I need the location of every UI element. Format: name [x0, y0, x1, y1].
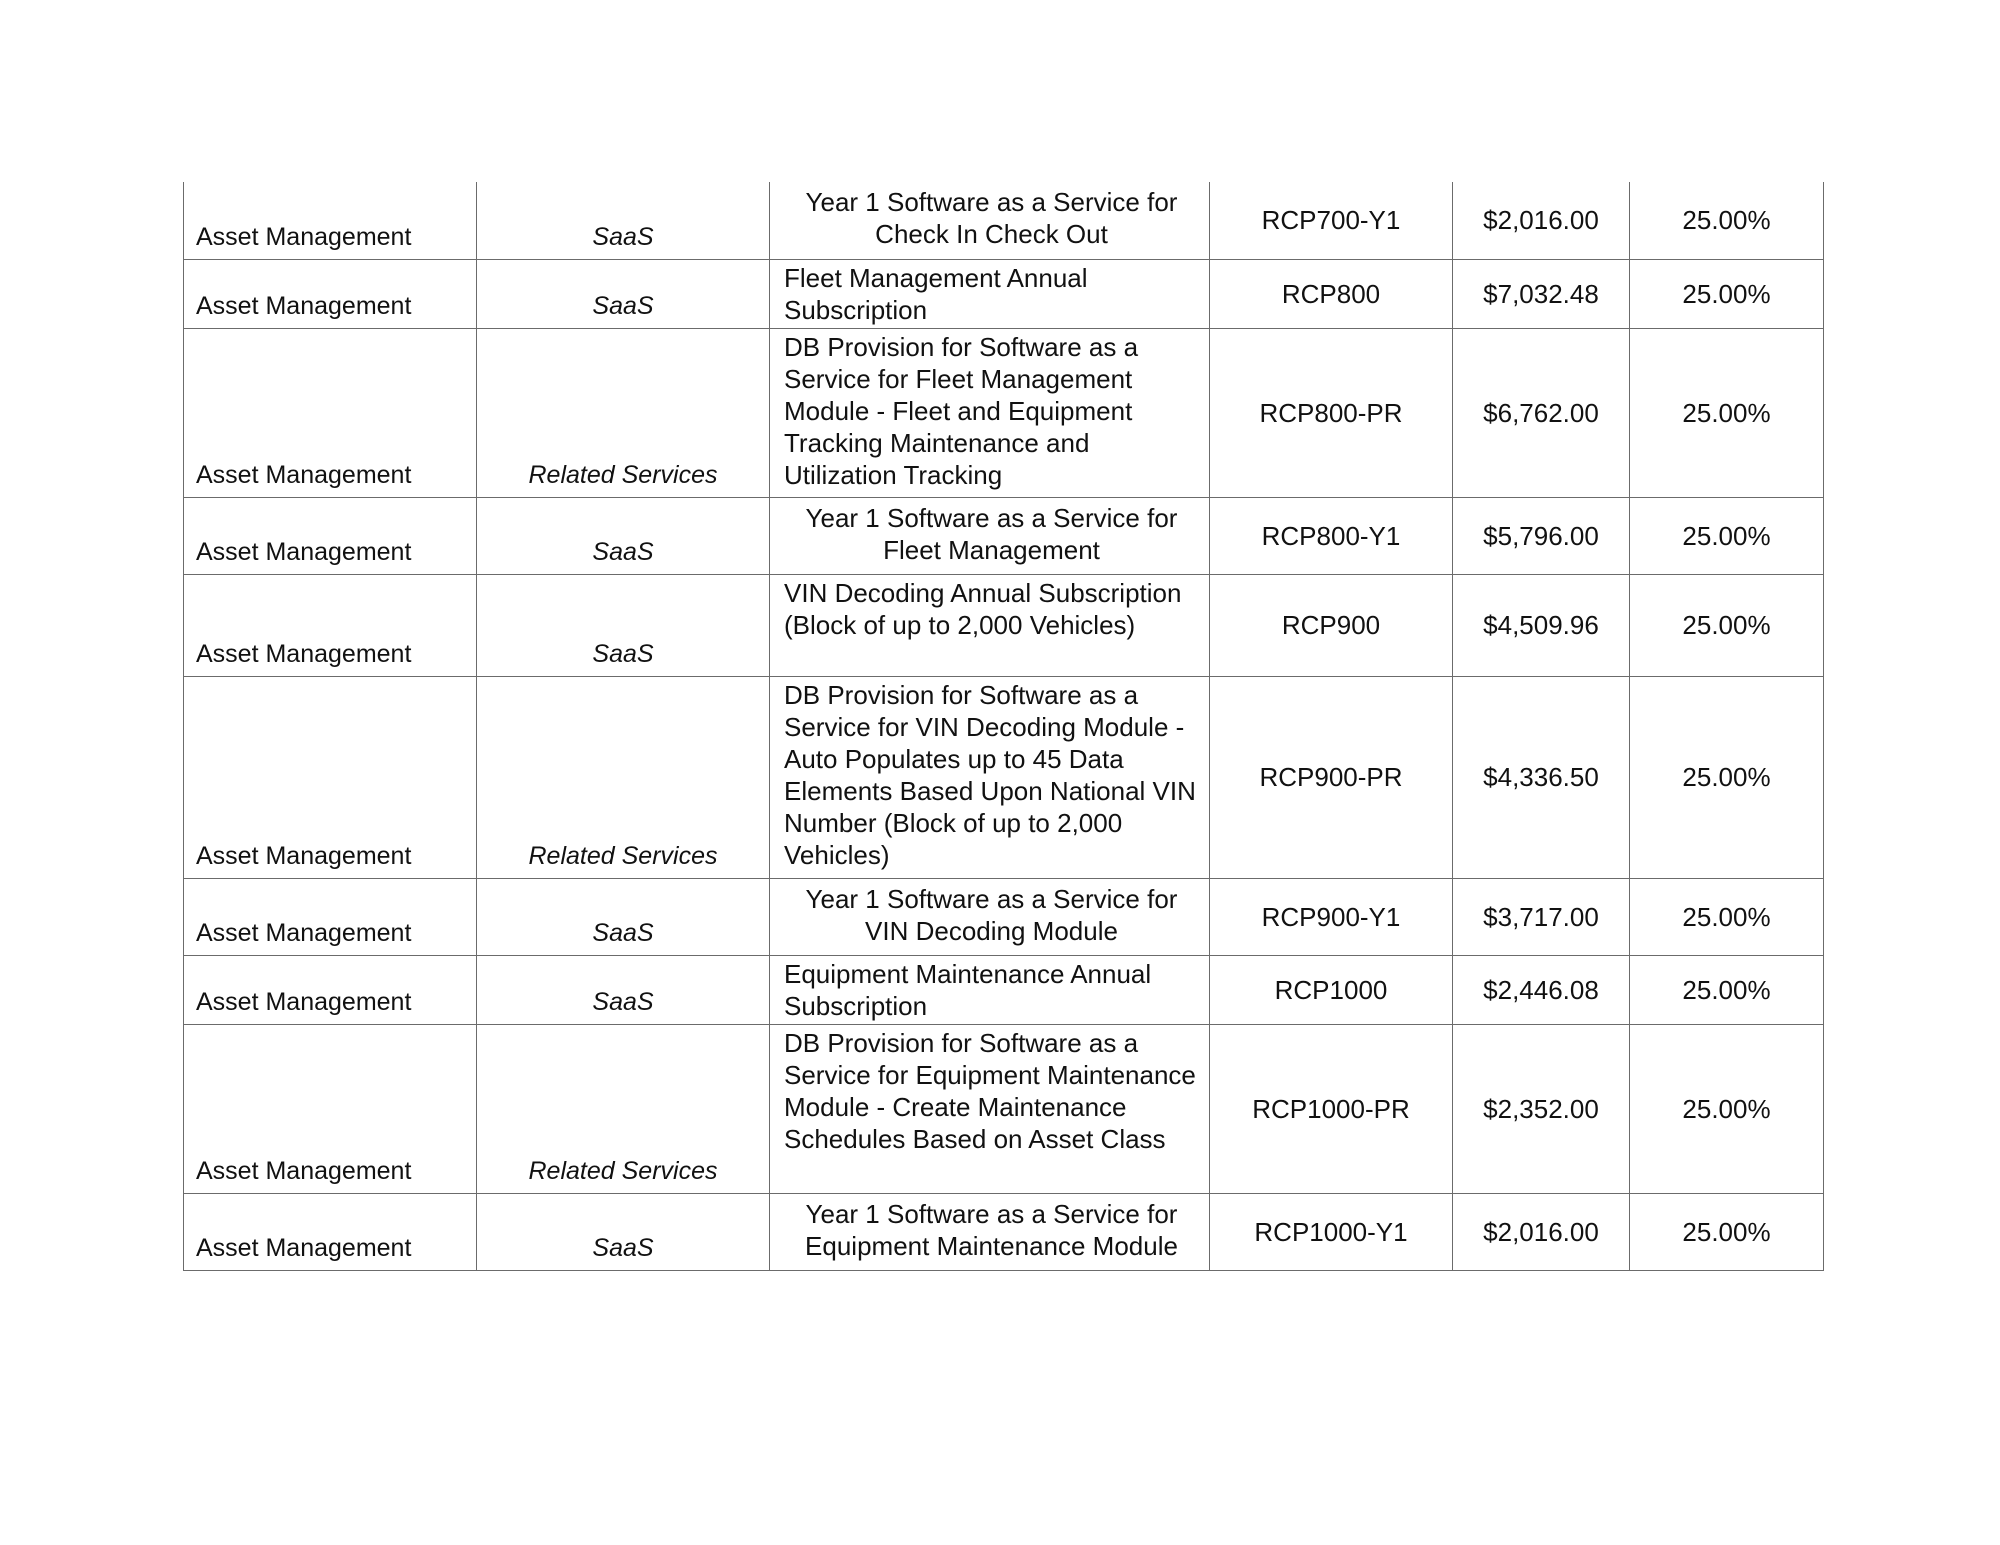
- table-row: [184, 497, 1824, 574]
- discount-percent-cell: 25.00%: [1630, 676, 1824, 878]
- part-number-cell: RCP900-PR: [1210, 676, 1453, 878]
- part-number-cell: RCP900: [1210, 574, 1453, 676]
- part-number-cell: RCP1000-Y1: [1210, 1193, 1453, 1270]
- price-cell: $2,352.00: [1453, 1024, 1630, 1193]
- discount-percent-cell: 25.00%: [1630, 497, 1824, 574]
- part-number-cell: RCP800-Y1: [1210, 497, 1453, 574]
- discount-percent-cell: 25.00%: [1630, 955, 1824, 1024]
- part-number-cell: RCP800: [1210, 259, 1453, 328]
- category-cell: Asset Management: [184, 497, 477, 574]
- discount-percent-cell: 25.00%: [1630, 1193, 1824, 1270]
- category-cell: Asset Management: [184, 182, 477, 259]
- discount-percent-cell: 25.00%: [1630, 182, 1824, 259]
- description-cell: Equipment Maintenance Annual Subscription: [770, 955, 1210, 1024]
- table-row: [184, 1024, 1824, 1193]
- table-row: [184, 1193, 1824, 1270]
- type-cell: SaaS: [477, 259, 770, 328]
- category-cell: Asset Management: [184, 259, 477, 328]
- price-cell: $2,016.00: [1453, 182, 1630, 259]
- part-number-cell: RCP1000-PR: [1210, 1024, 1453, 1193]
- price-cell: $4,509.96: [1453, 574, 1630, 676]
- table-row: [184, 182, 1824, 259]
- table-row: [184, 878, 1824, 955]
- table-row: [184, 574, 1824, 676]
- category-cell: Asset Management: [184, 955, 477, 1024]
- description-cell: DB Provision for Software as a Service for Equipment Maintenance Module - Create Maintenance Schedules Based on Asset Class: [770, 1024, 1210, 1193]
- category-cell: Asset Management: [184, 574, 477, 676]
- discount-percent-cell: 25.00%: [1630, 328, 1824, 497]
- description-cell: DB Provision for Software as a Service for VIN Decoding Module - Auto Populates up to 45 Data Elements Based Upon National VIN Number (Block of up to 2,000 Vehicles): [770, 676, 1210, 878]
- price-list-table: [183, 182, 1824, 1271]
- type-cell: SaaS: [477, 497, 770, 574]
- price-cell: $7,032.48: [1453, 259, 1630, 328]
- discount-percent-cell: 25.00%: [1630, 574, 1824, 676]
- price-cell: $4,336.50: [1453, 676, 1630, 878]
- price-cell: $2,446.08: [1453, 955, 1630, 1024]
- description-cell: VIN Decoding Annual Subscription (Block of up to 2,000 Vehicles): [770, 574, 1210, 676]
- table-row: [184, 676, 1824, 878]
- category-cell: Asset Management: [184, 676, 477, 878]
- type-cell: SaaS: [477, 955, 770, 1024]
- description-cell: Year 1 Software as a Service for Check In Check Out: [770, 182, 1210, 259]
- table-row: [184, 328, 1824, 497]
- table-row: [184, 259, 1824, 328]
- part-number-cell: RCP700-Y1: [1210, 182, 1453, 259]
- category-cell: Asset Management: [184, 878, 477, 955]
- price-cell: $2,016.00: [1453, 1193, 1630, 1270]
- part-number-cell: RCP800-PR: [1210, 328, 1453, 497]
- description-cell: Year 1 Software as a Service for VIN Decoding Module: [770, 878, 1210, 955]
- price-cell: $5,796.00: [1453, 497, 1630, 574]
- description-cell: Fleet Management Annual Subscription: [770, 259, 1210, 328]
- type-cell: SaaS: [477, 574, 770, 676]
- category-cell: Asset Management: [184, 328, 477, 497]
- type-cell: SaaS: [477, 182, 770, 259]
- price-cell: $6,762.00: [1453, 328, 1630, 497]
- type-cell: Related Services: [477, 676, 770, 878]
- description-cell: DB Provision for Software as a Service for Fleet Management Module - Fleet and Equipment Tracking Maintenance and Utilization Tracking: [770, 328, 1210, 497]
- part-number-cell: RCP900-Y1: [1210, 878, 1453, 955]
- table-row: [184, 955, 1824, 1024]
- type-cell: SaaS: [477, 1193, 770, 1270]
- category-cell: Asset Management: [184, 1024, 477, 1193]
- type-cell: Related Services: [477, 1024, 770, 1193]
- type-cell: SaaS: [477, 878, 770, 955]
- type-cell: Related Services: [477, 328, 770, 497]
- price-cell: $3,717.00: [1453, 878, 1630, 955]
- description-cell: Year 1 Software as a Service for Equipment Maintenance Module: [770, 1193, 1210, 1270]
- discount-percent-cell: 25.00%: [1630, 1024, 1824, 1193]
- part-number-cell: RCP1000: [1210, 955, 1453, 1024]
- discount-percent-cell: 25.00%: [1630, 259, 1824, 328]
- category-cell: Asset Management: [184, 1193, 477, 1270]
- description-cell: Year 1 Software as a Service for Fleet Management: [770, 497, 1210, 574]
- discount-percent-cell: 25.00%: [1630, 878, 1824, 955]
